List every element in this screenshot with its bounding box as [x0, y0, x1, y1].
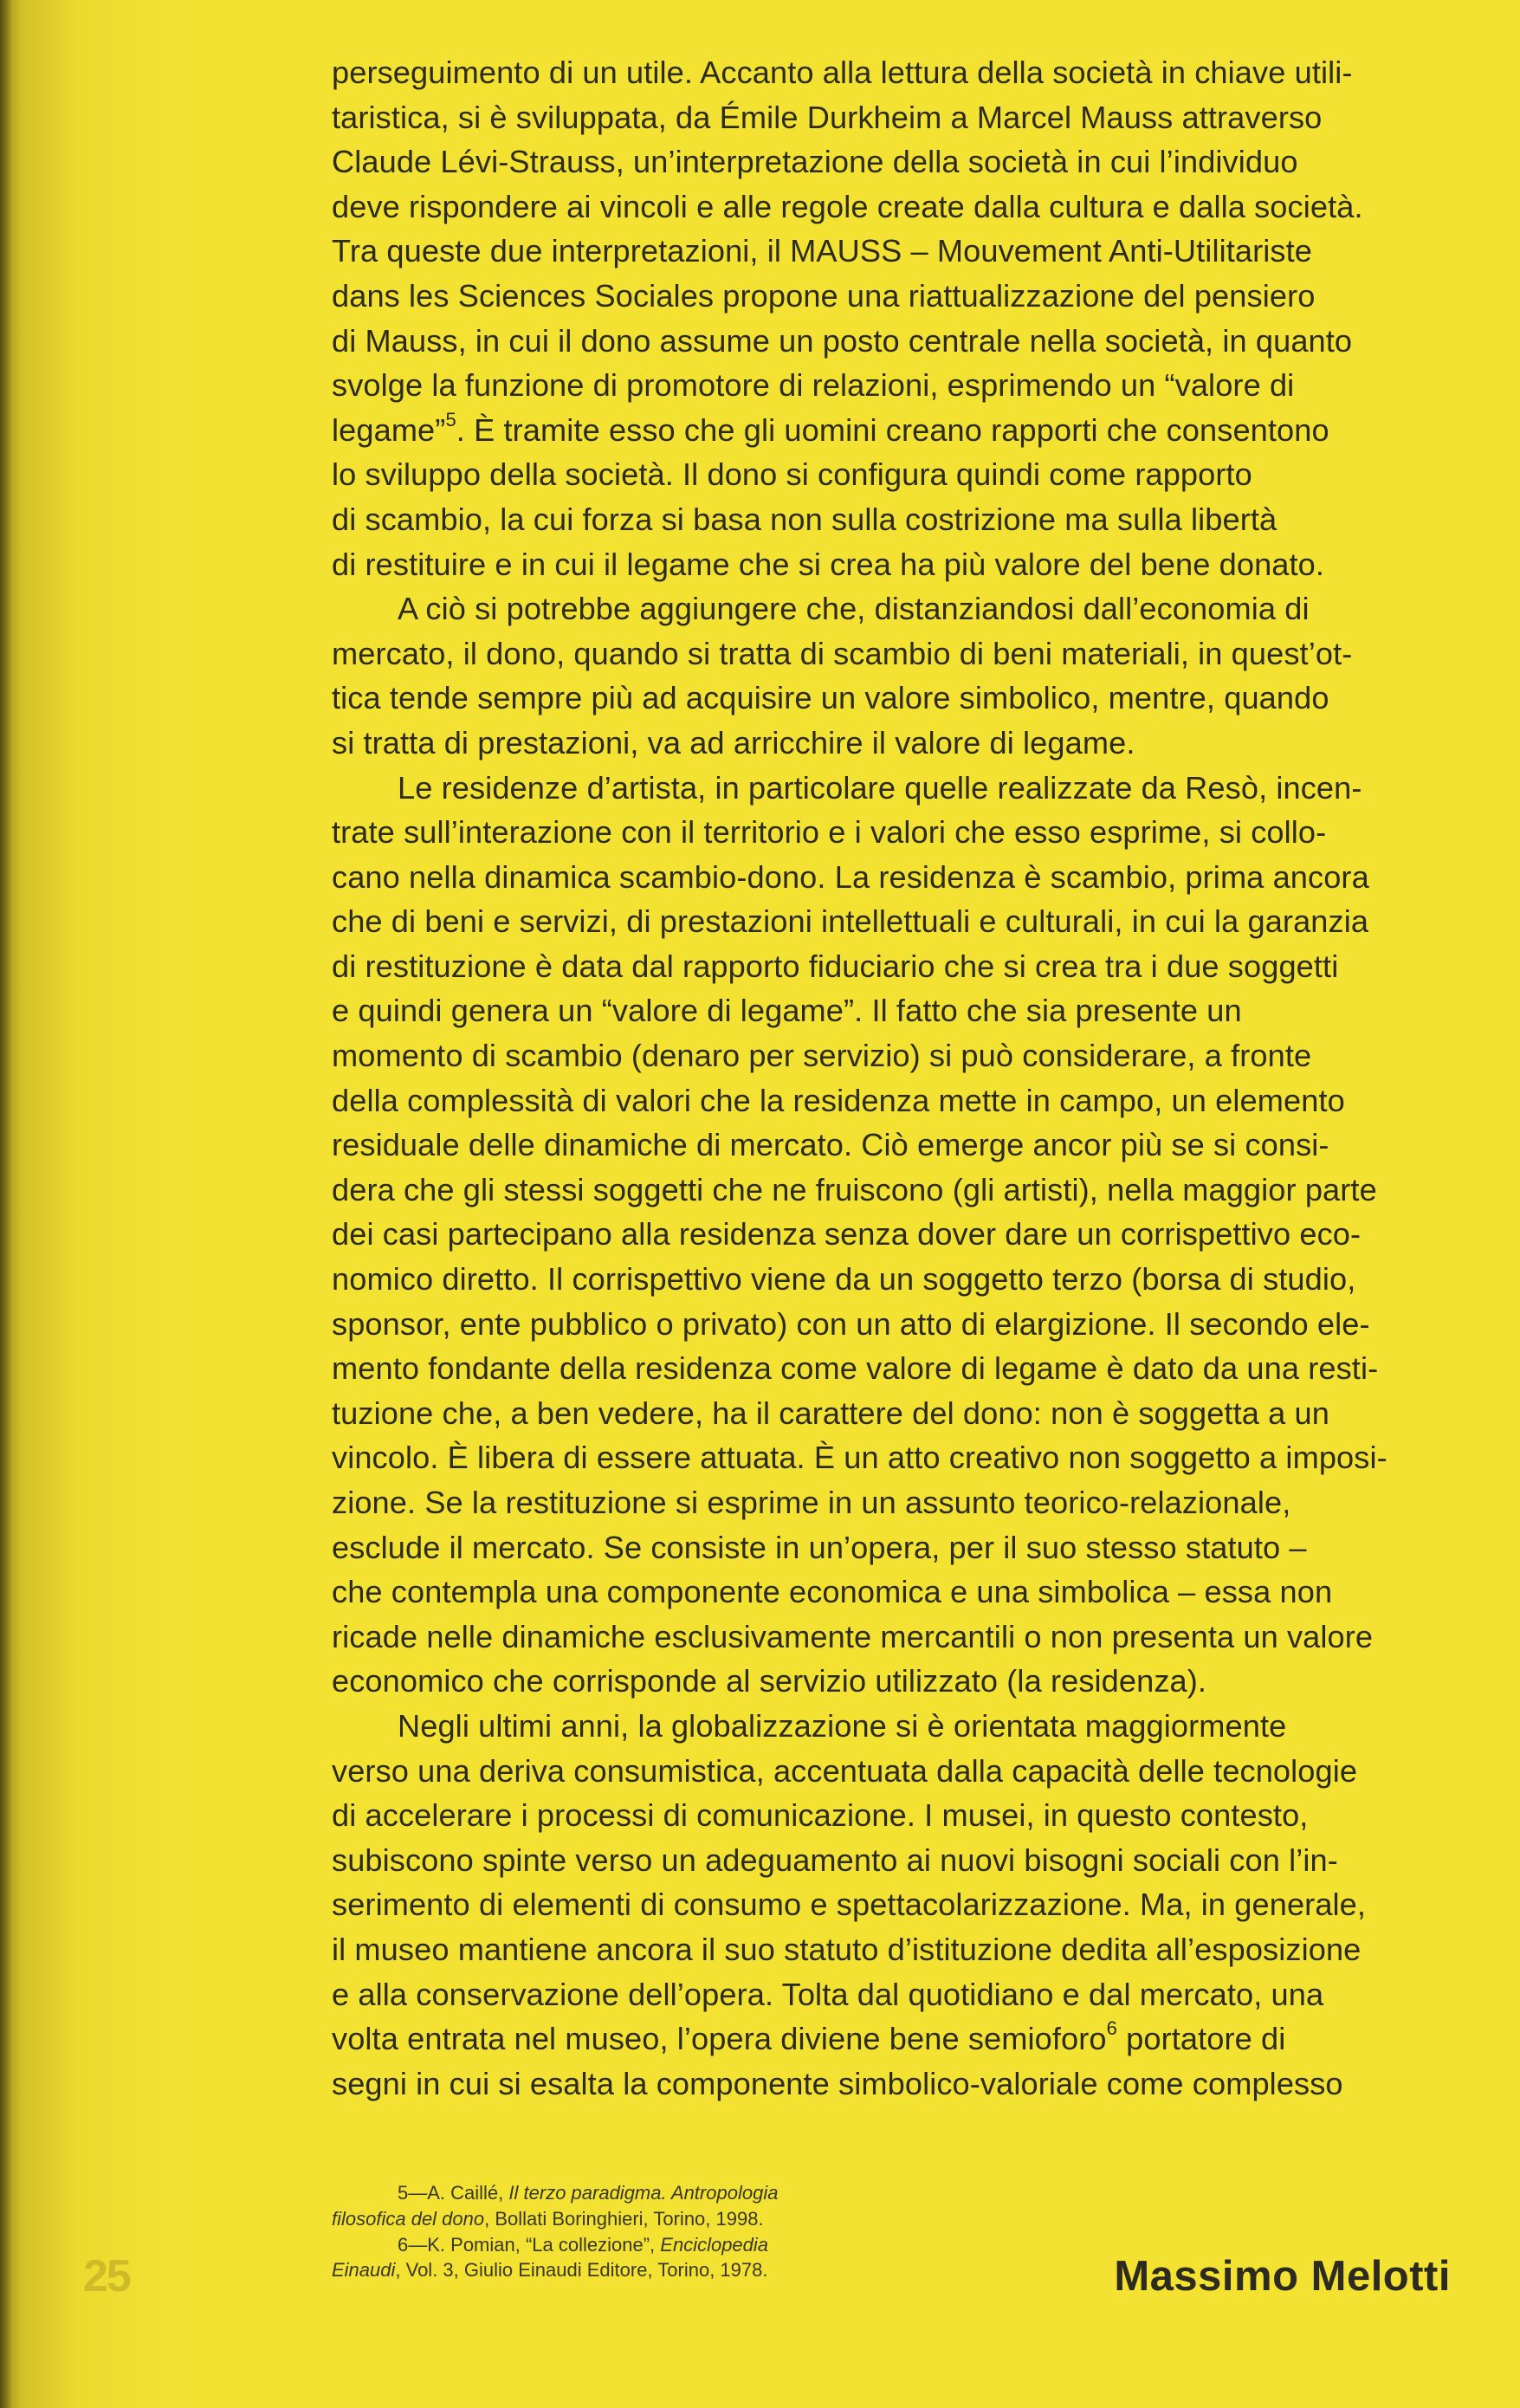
- text-line: taristica, si è sviluppata, da Émile Durkheim a Marcel Mauss attraverso: [332, 99, 1323, 135]
- text-line-with-footnote: [332, 2016, 1458, 2062]
- text-line: verso una deriva consumistica, accentuata dalla capacità delle tecnologie: [332, 1752, 1358, 1789]
- text-line: serimento di elementi di consumo e spettacolarizzazione. Ma, in generale,: [332, 1887, 1367, 1923]
- footnote-5-cont: [332, 2206, 886, 2232]
- footnote-6-cont: [332, 2257, 886, 2283]
- footnote-title-cont: Einaudi: [332, 2259, 396, 2282]
- footnote-title: Enciclopedia: [660, 2233, 769, 2256]
- footnote-author: K. Pomian, “La collezione”,: [427, 2233, 661, 2256]
- text-line: di restituire e in cui il legame che si crea ha più valore del bene donato.: [332, 546, 1325, 582]
- text-line: dera che gli stessi soggetti che ne fruiscono (gli artisti), nella maggior parte: [332, 1171, 1377, 1207]
- text-line: sponsor, ente pubblico o privato) con un atto di elargizione. Il secondo ele-: [332, 1305, 1370, 1342]
- footnote-6: [332, 2232, 886, 2258]
- text-line: tica tende sempre più ad acquisire un valore simbolico, mentre, quando: [332, 680, 1329, 716]
- text-line: momento di scambio (denaro per servizio) si può considerare, a fronte: [332, 1038, 1312, 1074]
- text-line: economico che corrisponde al servizio utilizzato (la residenza).: [332, 1663, 1207, 1699]
- footnote-title-cont: filosofica del dono: [332, 2207, 485, 2230]
- text-line: lo sviluppo della società. Il dono si configura quindi come rapporto: [332, 456, 1252, 493]
- text-line: mercato, il dono, quando si tratta di scambio di beni materiali, in quest’ot-: [332, 635, 1353, 671]
- text-line: ricade nelle dinamiche esclusivamente mercantili o non presenta un valore: [332, 1618, 1374, 1654]
- text-line: trate sull’interazione con il territorio e i valori che esso esprime, si collo-: [332, 814, 1327, 851]
- text-line: di accelerare i processi di comunicazione. I musei, in questo contesto,: [332, 1797, 1309, 1834]
- text-line: dei casi partecipano alla residenza senza dover dare un corrispettivo eco-: [332, 1216, 1362, 1253]
- text-line-with-footnote: [332, 408, 1458, 453]
- text-line: e quindi genera un “valore di legame”. Il fatto che sia presente un: [332, 993, 1242, 1029]
- text-fragment: . È tramite esso che gli uomini creano rapporti che consentono: [456, 411, 1329, 448]
- text-fragment: portatore di: [1116, 2021, 1286, 2057]
- text-fragment: legame”: [332, 411, 446, 448]
- text-line: A ciò si potrebbe aggiungere che, distanziandosi dall’economia di: [398, 591, 1310, 627]
- text-line: nomico diretto. Il corrispettivo viene da un soggetto terzo (borsa di studio,: [332, 1261, 1356, 1298]
- text-line: che di beni e servizi, di prestazioni intellettuali e culturali, in cui la garanzia: [332, 903, 1369, 940]
- gutter-shadow: [0, 0, 12, 2408]
- body-text: [332, 50, 1458, 2106]
- text-line: il museo mantiene ancora il suo statuto d’istituzione dedita all’esposizione: [332, 1931, 1362, 1967]
- footnote-number: 6—: [398, 2233, 428, 2256]
- text-line: Le residenze d’artista, in particolare quelle realizzate da Resò, incen-: [398, 769, 1362, 806]
- text-line: esclude il mercato. Se consiste in un’opera, per il suo stesso statuto –: [332, 1529, 1307, 1565]
- text-line: della complessità di valori che la residenza mette in campo, un elemento: [332, 1082, 1345, 1118]
- text-line: subiscono spinte verso un adeguamento ai nuovi bisogni sociali con l’in-: [332, 1842, 1338, 1878]
- text-line: perseguimento di un utile. Accanto alla lettura della società in chiave utili-: [332, 55, 1353, 90]
- text-line: vincolo. È libera di essere attuata. È un atto creativo non soggetto a imposi-: [332, 1440, 1387, 1476]
- footnote-publisher: , Vol. 3, Giulio Einaudi Editore, Torino, 1978.: [395, 2259, 768, 2282]
- footnote-number: 5—: [398, 2182, 428, 2204]
- footnote-publisher: , Bollati Boringhieri, Torino, 1998.: [484, 2207, 764, 2230]
- text-line: Negli ultimi anni, la globalizzazione si è orientata maggiormente: [398, 1707, 1287, 1744]
- text-line: che contempla una componente economica e una simbolica – essa non: [332, 1574, 1333, 1610]
- footnotes: [332, 2180, 886, 2283]
- text-line: Claude Lévi-Strauss, un’interpretazione della società in cui l’individuo: [332, 144, 1298, 180]
- text-line: dans les Sciences Sociales propone una riattualizzazione del pensiero: [332, 277, 1316, 314]
- text-line: residuale delle dinamiche di mercato. Ciò emerge ancor più se si consi-: [332, 1127, 1329, 1163]
- text-line: tuzione che, a ben vedere, ha il carattere del dono: non è soggetta a un: [332, 1395, 1329, 1431]
- text-fragment: volta entrata nel museo, l’opera diviene bene semioforo: [332, 2021, 1107, 2057]
- text-line: di Mauss, in cui il dono assume un posto centrale nella società, in quanto: [332, 322, 1353, 359]
- footnote-title: Il terzo paradigma. Antropologia: [508, 2182, 779, 2204]
- text-line: mento fondante della residenza come valore di legame è dato da una resti-: [332, 1350, 1379, 1387]
- footnote-ref: 6: [1106, 2017, 1117, 2040]
- footnote-author: A. Caillé,: [427, 2182, 509, 2204]
- text-line: si tratta di prestazioni, va ad arricchire il valore di legame.: [332, 724, 1135, 761]
- text-line: Tra queste due interpretazioni, il MAUSS – Mouvement Anti-Utilitariste: [332, 233, 1312, 269]
- footnote-5: [332, 2180, 886, 2206]
- text-line: segni in cui si esalta la componente simbolico-valoriale come complesso: [332, 2065, 1343, 2101]
- text-line: deve rispondere ai vincoli e alle regole create dalla cultura e dalla società.: [332, 188, 1363, 224]
- text-line: cano nella dinamica scambio-dono. La residenza è scambio, prima ancora: [332, 858, 1369, 895]
- text-line: di scambio, la cui forza si basa non sulla costrizione ma sulla libertà: [332, 501, 1277, 537]
- text-line: zione. Se la restituzione si esprime in un assunto teorico-relazionale,: [332, 1485, 1291, 1520]
- text-line: svolge la funzione di promotore di relazioni, esprimendo un “valore di: [332, 367, 1295, 404]
- page-number: 25: [83, 2251, 130, 2301]
- text-line: e alla conservazione dell’opera. Tolta dal quotidiano e dal mercato, una: [332, 1976, 1324, 2012]
- footnote-ref: 5: [445, 408, 456, 430]
- author-name: Massimo Melotti: [1114, 2253, 1451, 2300]
- text-line: di restituzione è data dal rapporto fiduciario che si crea tra i due soggetti: [332, 948, 1339, 984]
